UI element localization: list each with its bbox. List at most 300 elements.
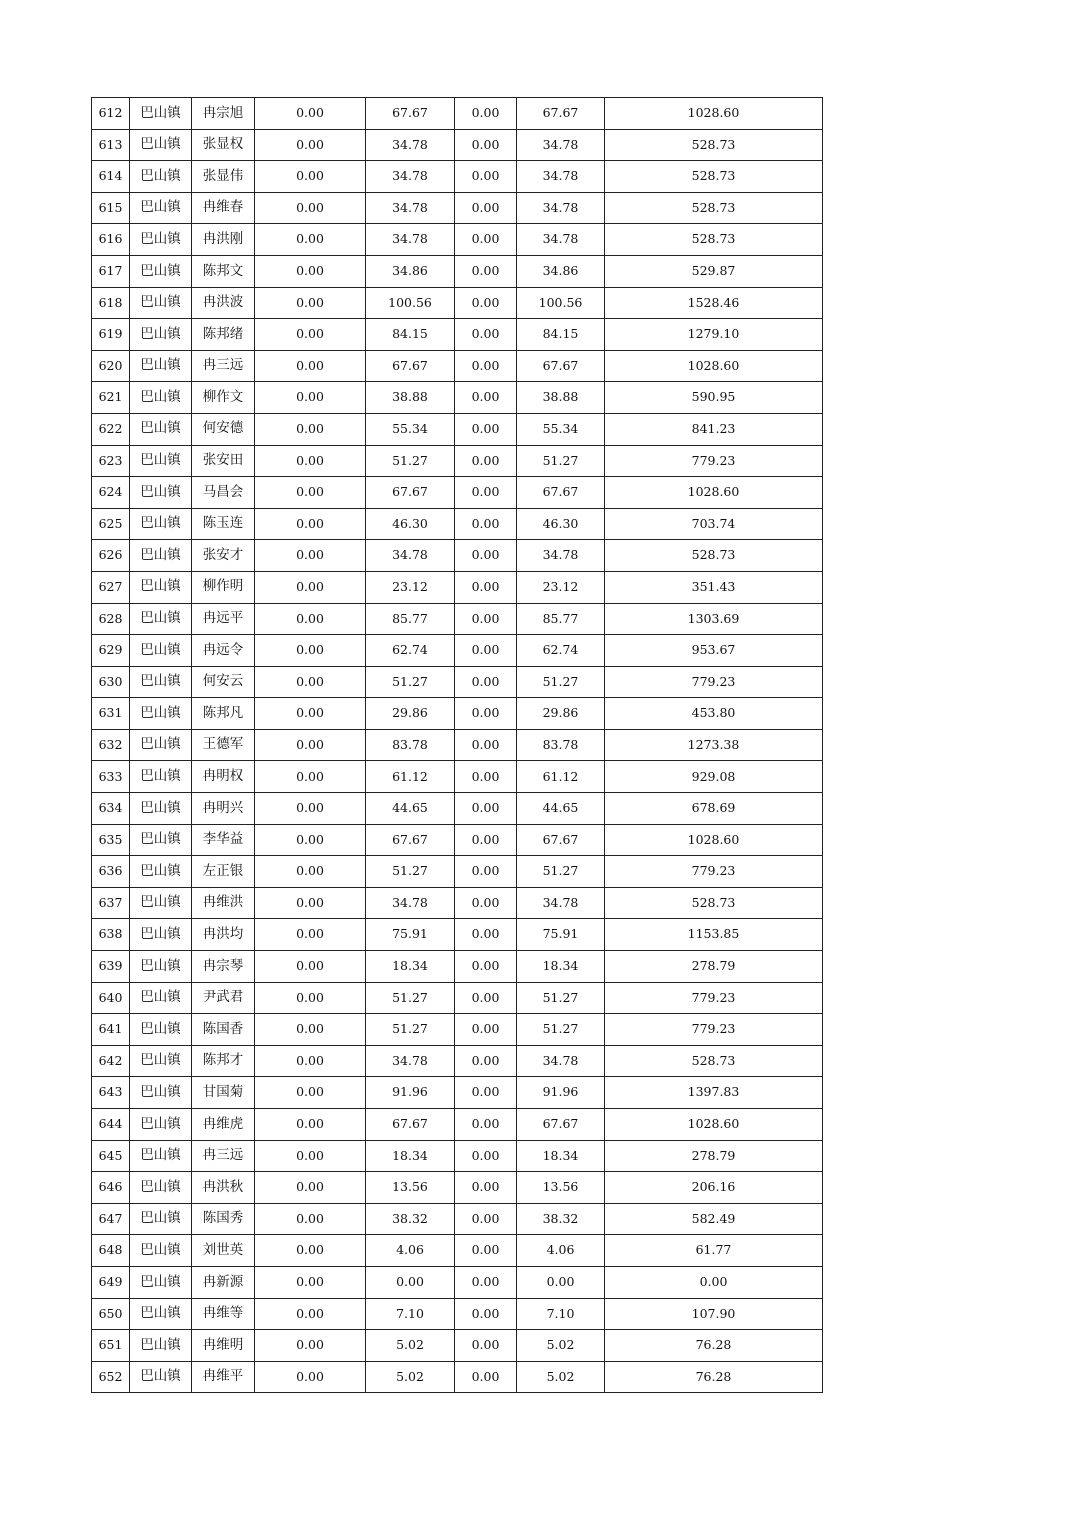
town-cell: 巴山镇 [130, 508, 192, 540]
value-b-cell: 51.27 [366, 666, 455, 698]
value-d-cell: 0.00 [517, 1266, 605, 1298]
value-d-cell: 51.27 [517, 666, 605, 698]
value-d-cell: 5.02 [517, 1330, 605, 1362]
table-row [92, 1109, 823, 1141]
row-number-cell: 613 [92, 129, 130, 161]
value-b-cell: 34.78 [366, 887, 455, 919]
table-row [92, 287, 823, 319]
row-number-cell: 642 [92, 1045, 130, 1077]
town-cell: 巴山镇 [130, 603, 192, 635]
value-d-cell: 23.12 [517, 571, 605, 603]
value-b-cell: 5.02 [366, 1361, 455, 1393]
table-row [92, 887, 823, 919]
amount-cell: 841.23 [605, 413, 823, 445]
value-a-cell: 0.00 [255, 698, 366, 730]
amount-cell: 779.23 [605, 1014, 823, 1046]
value-a-cell: 0.00 [255, 761, 366, 793]
value-d-cell: 85.77 [517, 603, 605, 635]
town-cell: 巴山镇 [130, 887, 192, 919]
row-number-cell: 638 [92, 919, 130, 951]
value-a-cell: 0.00 [255, 1203, 366, 1235]
value-c-cell: 0.00 [455, 508, 517, 540]
table-row [92, 1235, 823, 1267]
table-row [92, 982, 823, 1014]
amount-cell: 528.73 [605, 1045, 823, 1077]
value-b-cell: 51.27 [366, 1014, 455, 1046]
value-b-cell: 75.91 [366, 919, 455, 951]
value-d-cell: 67.67 [517, 1109, 605, 1141]
value-d-cell: 75.91 [517, 919, 605, 951]
town-cell: 巴山镇 [130, 856, 192, 888]
value-a-cell: 0.00 [255, 540, 366, 572]
row-number-cell: 614 [92, 161, 130, 193]
value-c-cell: 0.00 [455, 887, 517, 919]
row-number-cell: 647 [92, 1203, 130, 1235]
amount-cell: 1028.60 [605, 824, 823, 856]
value-d-cell: 5.02 [517, 1361, 605, 1393]
value-b-cell: 67.67 [366, 98, 455, 130]
town-cell: 巴山镇 [130, 255, 192, 287]
table-row [92, 635, 823, 667]
name-cell: 冉远令 [192, 635, 255, 667]
amount-cell: 929.08 [605, 761, 823, 793]
table-row [92, 1266, 823, 1298]
town-cell: 巴山镇 [130, 445, 192, 477]
row-number-cell: 621 [92, 382, 130, 414]
value-b-cell: 29.86 [366, 698, 455, 730]
data-table [91, 97, 823, 1393]
name-cell: 陈邦文 [192, 255, 255, 287]
value-a-cell: 0.00 [255, 161, 366, 193]
town-cell: 巴山镇 [130, 1235, 192, 1267]
value-d-cell: 13.56 [517, 1172, 605, 1204]
name-cell: 陈国香 [192, 1014, 255, 1046]
value-b-cell: 38.32 [366, 1203, 455, 1235]
row-number-cell: 623 [92, 445, 130, 477]
name-cell: 王德军 [192, 729, 255, 761]
amount-cell: 351.43 [605, 571, 823, 603]
amount-cell: 529.87 [605, 255, 823, 287]
value-a-cell: 0.00 [255, 129, 366, 161]
value-d-cell: 34.78 [517, 192, 605, 224]
value-a-cell: 0.00 [255, 477, 366, 509]
amount-cell: 61.77 [605, 1235, 823, 1267]
value-b-cell: 44.65 [366, 793, 455, 825]
town-cell: 巴山镇 [130, 824, 192, 856]
name-cell: 李华益 [192, 824, 255, 856]
amount-cell: 278.79 [605, 951, 823, 983]
value-c-cell: 0.00 [455, 1045, 517, 1077]
table-row [92, 1203, 823, 1235]
town-cell: 巴山镇 [130, 761, 192, 793]
value-a-cell: 0.00 [255, 1140, 366, 1172]
value-a-cell: 0.00 [255, 1014, 366, 1046]
value-a-cell: 0.00 [255, 319, 366, 351]
value-c-cell: 0.00 [455, 635, 517, 667]
table-row [92, 1045, 823, 1077]
value-c-cell: 0.00 [455, 540, 517, 572]
value-d-cell: 44.65 [517, 793, 605, 825]
row-number-cell: 633 [92, 761, 130, 793]
value-c-cell: 0.00 [455, 1298, 517, 1330]
amount-cell: 1528.46 [605, 287, 823, 319]
town-cell: 巴山镇 [130, 287, 192, 319]
value-c-cell: 0.00 [455, 477, 517, 509]
value-b-cell: 38.88 [366, 382, 455, 414]
town-cell: 巴山镇 [130, 1266, 192, 1298]
table-row [92, 698, 823, 730]
value-a-cell: 0.00 [255, 98, 366, 130]
amount-cell: 779.23 [605, 856, 823, 888]
value-c-cell: 0.00 [455, 1140, 517, 1172]
row-number-cell: 622 [92, 413, 130, 445]
value-c-cell: 0.00 [455, 729, 517, 761]
name-cell: 陈国秀 [192, 1203, 255, 1235]
value-d-cell: 84.15 [517, 319, 605, 351]
amount-cell: 528.73 [605, 129, 823, 161]
value-d-cell: 100.56 [517, 287, 605, 319]
value-a-cell: 0.00 [255, 982, 366, 1014]
town-cell: 巴山镇 [130, 729, 192, 761]
amount-cell: 953.67 [605, 635, 823, 667]
name-cell: 冉洪刚 [192, 224, 255, 256]
value-a-cell: 0.00 [255, 192, 366, 224]
value-c-cell: 0.00 [455, 1330, 517, 1362]
value-a-cell: 0.00 [255, 635, 366, 667]
value-b-cell: 61.12 [366, 761, 455, 793]
table-row [92, 1298, 823, 1330]
value-c-cell: 0.00 [455, 192, 517, 224]
value-d-cell: 7.10 [517, 1298, 605, 1330]
value-d-cell: 34.78 [517, 1045, 605, 1077]
value-c-cell: 0.00 [455, 1203, 517, 1235]
row-number-cell: 612 [92, 98, 130, 130]
value-b-cell: 91.96 [366, 1077, 455, 1109]
value-d-cell: 62.74 [517, 635, 605, 667]
name-cell: 冉维明 [192, 1330, 255, 1362]
value-d-cell: 34.78 [517, 224, 605, 256]
name-cell: 冉维虎 [192, 1109, 255, 1141]
table-row [92, 1140, 823, 1172]
name-cell: 冉维春 [192, 192, 255, 224]
value-c-cell: 0.00 [455, 445, 517, 477]
table-row [92, 1077, 823, 1109]
value-d-cell: 51.27 [517, 982, 605, 1014]
name-cell: 柳作文 [192, 382, 255, 414]
value-c-cell: 0.00 [455, 951, 517, 983]
town-cell: 巴山镇 [130, 1140, 192, 1172]
value-b-cell: 34.78 [366, 161, 455, 193]
value-a-cell: 0.00 [255, 1077, 366, 1109]
value-c-cell: 0.00 [455, 224, 517, 256]
town-cell: 巴山镇 [130, 698, 192, 730]
row-number-cell: 627 [92, 571, 130, 603]
value-a-cell: 0.00 [255, 571, 366, 603]
town-cell: 巴山镇 [130, 224, 192, 256]
amount-cell: 703.74 [605, 508, 823, 540]
table-row [92, 413, 823, 445]
value-a-cell: 0.00 [255, 824, 366, 856]
value-c-cell: 0.00 [455, 413, 517, 445]
value-a-cell: 0.00 [255, 224, 366, 256]
value-c-cell: 0.00 [455, 350, 517, 382]
row-number-cell: 634 [92, 793, 130, 825]
value-c-cell: 0.00 [455, 698, 517, 730]
value-c-cell: 0.00 [455, 287, 517, 319]
town-cell: 巴山镇 [130, 919, 192, 951]
value-b-cell: 51.27 [366, 856, 455, 888]
value-b-cell: 83.78 [366, 729, 455, 761]
row-number-cell: 644 [92, 1109, 130, 1141]
town-cell: 巴山镇 [130, 98, 192, 130]
row-number-cell: 620 [92, 350, 130, 382]
amount-cell: 453.80 [605, 698, 823, 730]
table-row [92, 1172, 823, 1204]
value-d-cell: 67.67 [517, 350, 605, 382]
value-d-cell: 51.27 [517, 856, 605, 888]
row-number-cell: 617 [92, 255, 130, 287]
value-d-cell: 34.78 [517, 887, 605, 919]
table-row [92, 540, 823, 572]
value-d-cell: 51.27 [517, 445, 605, 477]
name-cell: 张显伟 [192, 161, 255, 193]
value-b-cell: 67.67 [366, 477, 455, 509]
town-cell: 巴山镇 [130, 951, 192, 983]
value-d-cell: 34.78 [517, 540, 605, 572]
row-number-cell: 616 [92, 224, 130, 256]
value-c-cell: 0.00 [455, 793, 517, 825]
amount-cell: 678.69 [605, 793, 823, 825]
town-cell: 巴山镇 [130, 319, 192, 351]
town-cell: 巴山镇 [130, 793, 192, 825]
amount-cell: 1273.38 [605, 729, 823, 761]
value-a-cell: 0.00 [255, 1045, 366, 1077]
name-cell: 左正银 [192, 856, 255, 888]
name-cell: 尹武君 [192, 982, 255, 1014]
row-number-cell: 619 [92, 319, 130, 351]
row-number-cell: 641 [92, 1014, 130, 1046]
table-row [92, 192, 823, 224]
value-b-cell: 0.00 [366, 1266, 455, 1298]
value-c-cell: 0.00 [455, 1014, 517, 1046]
table-row [92, 856, 823, 888]
value-a-cell: 0.00 [255, 1330, 366, 1362]
value-b-cell: 4.06 [366, 1235, 455, 1267]
value-b-cell: 34.78 [366, 1045, 455, 1077]
value-a-cell: 0.00 [255, 1298, 366, 1330]
row-number-cell: 629 [92, 635, 130, 667]
name-cell: 冉明权 [192, 761, 255, 793]
table-row [92, 1361, 823, 1393]
amount-cell: 1028.60 [605, 350, 823, 382]
value-c-cell: 0.00 [455, 919, 517, 951]
row-number-cell: 637 [92, 887, 130, 919]
value-a-cell: 0.00 [255, 1266, 366, 1298]
value-d-cell: 38.32 [517, 1203, 605, 1235]
row-number-cell: 631 [92, 698, 130, 730]
town-cell: 巴山镇 [130, 540, 192, 572]
value-d-cell: 18.34 [517, 951, 605, 983]
town-cell: 巴山镇 [130, 571, 192, 603]
value-b-cell: 67.67 [366, 350, 455, 382]
value-a-cell: 0.00 [255, 603, 366, 635]
amount-cell: 779.23 [605, 666, 823, 698]
value-b-cell: 55.34 [366, 413, 455, 445]
table-row [92, 382, 823, 414]
row-number-cell: 615 [92, 192, 130, 224]
town-cell: 巴山镇 [130, 161, 192, 193]
table-body [92, 98, 823, 1393]
value-a-cell: 0.00 [255, 255, 366, 287]
row-number-cell: 649 [92, 1266, 130, 1298]
amount-cell: 590.95 [605, 382, 823, 414]
value-b-cell: 7.10 [366, 1298, 455, 1330]
name-cell: 何安德 [192, 413, 255, 445]
table-row [92, 161, 823, 193]
town-cell: 巴山镇 [130, 1330, 192, 1362]
table-row [92, 571, 823, 603]
name-cell: 冉三远 [192, 350, 255, 382]
table-row [92, 129, 823, 161]
town-cell: 巴山镇 [130, 982, 192, 1014]
row-number-cell: 618 [92, 287, 130, 319]
amount-cell: 1028.60 [605, 1109, 823, 1141]
town-cell: 巴山镇 [130, 1109, 192, 1141]
table-row [92, 255, 823, 287]
value-c-cell: 0.00 [455, 666, 517, 698]
name-cell: 冉宗旭 [192, 98, 255, 130]
value-b-cell: 18.34 [366, 951, 455, 983]
row-number-cell: 624 [92, 477, 130, 509]
amount-cell: 278.79 [605, 1140, 823, 1172]
table-row [92, 1014, 823, 1046]
table-row [92, 951, 823, 983]
town-cell: 巴山镇 [130, 1203, 192, 1235]
name-cell: 冉远平 [192, 603, 255, 635]
value-b-cell: 84.15 [366, 319, 455, 351]
row-number-cell: 635 [92, 824, 130, 856]
value-d-cell: 91.96 [517, 1077, 605, 1109]
name-cell: 柳作明 [192, 571, 255, 603]
value-b-cell: 67.67 [366, 1109, 455, 1141]
value-b-cell: 34.78 [366, 224, 455, 256]
name-cell: 张安田 [192, 445, 255, 477]
name-cell: 何安云 [192, 666, 255, 698]
amount-cell: 582.49 [605, 1203, 823, 1235]
amount-cell: 779.23 [605, 445, 823, 477]
name-cell: 冉维等 [192, 1298, 255, 1330]
value-d-cell: 67.67 [517, 98, 605, 130]
table-row [92, 319, 823, 351]
value-a-cell: 0.00 [255, 445, 366, 477]
name-cell: 冉宗琴 [192, 951, 255, 983]
town-cell: 巴山镇 [130, 1361, 192, 1393]
value-a-cell: 0.00 [255, 951, 366, 983]
value-b-cell: 51.27 [366, 445, 455, 477]
value-c-cell: 0.00 [455, 255, 517, 287]
name-cell: 冉洪均 [192, 919, 255, 951]
value-d-cell: 67.67 [517, 477, 605, 509]
table-row [92, 793, 823, 825]
name-cell: 甘国菊 [192, 1077, 255, 1109]
value-c-cell: 0.00 [455, 382, 517, 414]
value-d-cell: 51.27 [517, 1014, 605, 1046]
value-c-cell: 0.00 [455, 824, 517, 856]
value-a-cell: 0.00 [255, 1235, 366, 1267]
table-row [92, 98, 823, 130]
value-d-cell: 34.78 [517, 129, 605, 161]
value-c-cell: 0.00 [455, 982, 517, 1014]
row-number-cell: 639 [92, 951, 130, 983]
amount-cell: 528.73 [605, 224, 823, 256]
row-number-cell: 636 [92, 856, 130, 888]
town-cell: 巴山镇 [130, 1045, 192, 1077]
row-number-cell: 645 [92, 1140, 130, 1172]
value-c-cell: 0.00 [455, 1235, 517, 1267]
value-d-cell: 61.12 [517, 761, 605, 793]
name-cell: 马昌会 [192, 477, 255, 509]
value-a-cell: 0.00 [255, 856, 366, 888]
value-a-cell: 0.00 [255, 350, 366, 382]
row-number-cell: 640 [92, 982, 130, 1014]
name-cell: 陈邦凡 [192, 698, 255, 730]
amount-cell: 1028.60 [605, 477, 823, 509]
value-c-cell: 0.00 [455, 1266, 517, 1298]
value-a-cell: 0.00 [255, 666, 366, 698]
row-number-cell: 646 [92, 1172, 130, 1204]
name-cell: 冉三远 [192, 1140, 255, 1172]
row-number-cell: 628 [92, 603, 130, 635]
value-b-cell: 13.56 [366, 1172, 455, 1204]
table-row [92, 666, 823, 698]
value-a-cell: 0.00 [255, 1172, 366, 1204]
amount-cell: 0.00 [605, 1266, 823, 1298]
value-b-cell: 85.77 [366, 603, 455, 635]
town-cell: 巴山镇 [130, 192, 192, 224]
town-cell: 巴山镇 [130, 1014, 192, 1046]
value-a-cell: 0.00 [255, 887, 366, 919]
row-number-cell: 651 [92, 1330, 130, 1362]
table-row [92, 919, 823, 951]
value-a-cell: 0.00 [255, 793, 366, 825]
value-c-cell: 0.00 [455, 1077, 517, 1109]
amount-cell: 528.73 [605, 887, 823, 919]
value-c-cell: 0.00 [455, 161, 517, 193]
table-row [92, 1330, 823, 1362]
value-a-cell: 0.00 [255, 287, 366, 319]
value-a-cell: 0.00 [255, 729, 366, 761]
amount-cell: 206.16 [605, 1172, 823, 1204]
town-cell: 巴山镇 [130, 1298, 192, 1330]
town-cell: 巴山镇 [130, 382, 192, 414]
amount-cell: 1279.10 [605, 319, 823, 351]
value-a-cell: 0.00 [255, 919, 366, 951]
row-number-cell: 648 [92, 1235, 130, 1267]
value-c-cell: 0.00 [455, 1361, 517, 1393]
value-a-cell: 0.00 [255, 1361, 366, 1393]
amount-cell: 1303.69 [605, 603, 823, 635]
value-b-cell: 46.30 [366, 508, 455, 540]
table-row [92, 224, 823, 256]
name-cell: 冉维洪 [192, 887, 255, 919]
table-row [92, 445, 823, 477]
amount-cell: 107.90 [605, 1298, 823, 1330]
value-c-cell: 0.00 [455, 603, 517, 635]
value-c-cell: 0.00 [455, 1109, 517, 1141]
town-cell: 巴山镇 [130, 477, 192, 509]
value-c-cell: 0.00 [455, 129, 517, 161]
name-cell: 冉洪波 [192, 287, 255, 319]
